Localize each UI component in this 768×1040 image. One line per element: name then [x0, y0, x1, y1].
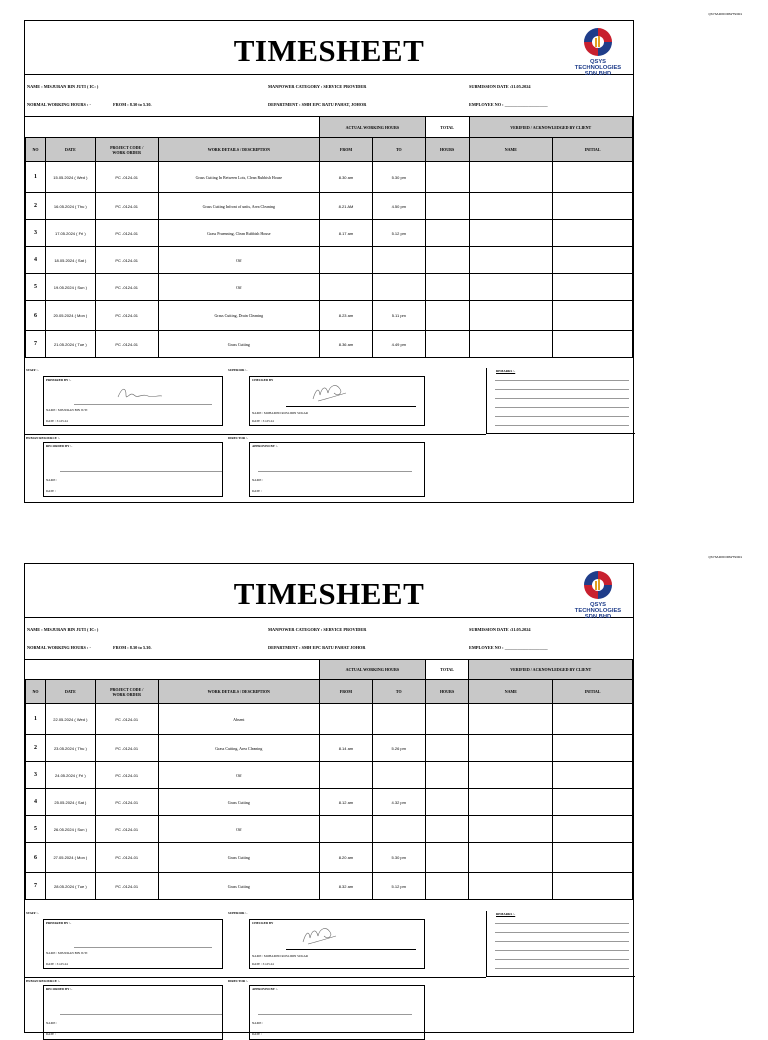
signature-line	[60, 471, 222, 472]
row-client-initial	[553, 873, 633, 900]
row-to-time: 5.12 pm	[372, 873, 425, 900]
row-from-time	[320, 762, 373, 789]
row-project-code: PC -0124-01	[95, 735, 158, 762]
row-number: 5	[26, 274, 46, 301]
row-work-details: Off	[158, 247, 319, 274]
normal-hours-value: FROM : 8.30 to 5.30.	[113, 645, 152, 650]
row-date: 16.05.2024 ( Thu )	[45, 193, 95, 220]
manpower-category: MANPOWER CATEGORY : SERVICE PROVIDER	[268, 627, 367, 632]
table-row	[26, 873, 633, 900]
checked-date: DATE : 31.05.24	[252, 419, 274, 423]
hr-label: HUMAN RESOURCE :-	[26, 979, 60, 983]
row-client-initial	[553, 704, 633, 735]
approved-by-label: APPROVED BY :-	[252, 987, 278, 991]
row-date: 23.05.2024 ( Thu )	[45, 735, 95, 762]
row-work-details: Grass Cutting, Area Cleaning	[158, 735, 319, 762]
from-header: FROM	[320, 680, 373, 704]
remarks-line	[495, 968, 629, 969]
row-project-code: PC -0124-01	[95, 816, 158, 843]
row-project-code: PC -0124-01	[95, 873, 158, 900]
row-date: 22.05.2024 ( Wed )	[45, 704, 95, 735]
row-client-name	[469, 873, 553, 900]
row-to-time	[372, 247, 425, 274]
row-from-time: 8.14 am	[320, 735, 373, 762]
row-client-initial	[553, 762, 633, 789]
no-header: NO	[26, 680, 46, 704]
row-from-time: 8.17 am	[320, 220, 373, 247]
checked-name: NAME : MOHAMED ROSLIDIN SUKAR	[252, 411, 308, 415]
row-client-name	[469, 274, 553, 301]
checked-date: DATE : 31.05.24	[252, 962, 274, 966]
timesheet-table	[25, 659, 633, 900]
row-client-initial	[553, 162, 633, 193]
row-work-details: Off	[158, 762, 319, 789]
row-hours	[425, 873, 469, 900]
director-date: DATE :	[252, 489, 262, 493]
table-row	[26, 843, 633, 873]
form-reference: QSYS/HR/FORM/TS/001	[708, 555, 742, 559]
table-row	[26, 220, 633, 247]
row-to-time: 5.26 pm	[372, 735, 425, 762]
work-details-header: WORK DETAILS / DESCRIPTION	[158, 138, 319, 162]
company-name-line1: QSYS TECHNOLOGIES	[574, 59, 622, 71]
remarks-line	[495, 398, 629, 399]
row-to-time: 5.30 pm	[372, 843, 425, 873]
sheet-header	[25, 21, 633, 75]
table-row	[26, 735, 633, 762]
total-header: TOTAL	[425, 660, 469, 680]
row-client-name	[469, 843, 553, 873]
blank-header-cell	[26, 660, 320, 680]
signature-section	[25, 911, 633, 1034]
qsys-logo-icon	[581, 25, 615, 59]
client-name-header: NAME	[469, 138, 553, 162]
staff-label: STAFF :-	[26, 368, 39, 372]
superior-signature-icon	[300, 924, 340, 948]
row-from-time: 8.20 am	[320, 843, 373, 873]
row-client-initial	[553, 247, 633, 274]
table-row	[26, 789, 633, 816]
row-date: 24.05.2024 ( Fri )	[45, 762, 95, 789]
project-code-header-line2: WORK ORDER	[112, 149, 141, 155]
section-divider	[25, 434, 486, 435]
signature-line	[258, 471, 412, 472]
manpower-category: MANPOWER CATEGORY : SERVICE PROVIDER	[268, 84, 367, 89]
row-client-name	[469, 735, 553, 762]
signature-line	[74, 947, 212, 948]
table-row	[26, 331, 633, 358]
superior-signature-icon	[310, 381, 350, 405]
remarks-line	[495, 389, 629, 390]
row-project-code: PC -0124-01	[95, 789, 158, 816]
hours-header: HOURS	[425, 138, 469, 162]
remarks-label: REMARKS :-	[496, 912, 516, 916]
table-row	[26, 816, 633, 843]
row-project-code: PC -0124-01	[95, 193, 158, 220]
table-row	[26, 247, 633, 274]
work-details-header: WORK DETAILS / DESCRIPTION	[158, 680, 319, 704]
row-work-details: Off	[158, 274, 319, 301]
remarks-box	[486, 368, 635, 434]
company-logo	[566, 25, 630, 77]
row-client-name	[469, 816, 553, 843]
signature-line	[74, 404, 212, 405]
row-client-initial	[553, 789, 633, 816]
table-row	[26, 704, 633, 735]
client-name-header: NAME	[469, 680, 553, 704]
row-client-name	[469, 162, 553, 193]
client-initial-header: INITIAL	[553, 680, 633, 704]
row-client-name	[469, 301, 553, 331]
recorded-by-box	[43, 985, 223, 1040]
prepared-name: NAME : MISJURAN BIN JUTI	[46, 951, 88, 955]
timesheet-page-1	[24, 20, 634, 503]
staff-label: STAFF :-	[26, 911, 39, 915]
row-date: 26.05.2024 ( Sun )	[45, 816, 95, 843]
verified-header: VERIFIED / ACKNOWLEDGED BY CLIENT	[469, 660, 633, 680]
row-client-name	[469, 193, 553, 220]
row-hours	[425, 331, 469, 358]
row-date: 17.05.2024 ( Fri )	[45, 220, 95, 247]
prepared-by-box	[43, 919, 223, 969]
row-number: 2	[26, 193, 46, 220]
row-date: 19.05.2024 ( Sun )	[45, 274, 95, 301]
row-date: 18.05.2024 ( Sat )	[45, 247, 95, 274]
prepared-by-label: PREPARED BY :-	[46, 921, 72, 925]
table-row	[26, 762, 633, 789]
row-project-code: PC -0124-01	[95, 247, 158, 274]
row-number: 4	[26, 247, 46, 274]
hr-name: NAME :	[46, 1021, 58, 1025]
client-initial-header: INITIAL	[553, 138, 633, 162]
prepared-name: NAME : MISJURAN BIN JUTI	[46, 408, 88, 412]
row-client-name	[469, 704, 553, 735]
director-date: DATE :	[252, 1032, 262, 1036]
row-project-code: PC -0124-01	[95, 162, 158, 193]
hr-date: DATE :	[46, 1032, 56, 1036]
row-project-code: PC -0124-01	[95, 843, 158, 873]
row-hours	[425, 735, 469, 762]
row-project-code: PC -0124-01	[95, 274, 158, 301]
row-to-time	[372, 274, 425, 301]
project-code-header-line2: WORK ORDER	[112, 691, 141, 697]
row-work-details: Grass Cutting Infront of units, Area Cleaning	[158, 193, 319, 220]
row-project-code: PC -0124-01	[95, 762, 158, 789]
director-label: DIRECTOR :-	[228, 436, 249, 440]
row-project-code: PC -0124-01	[95, 704, 158, 735]
row-hours	[425, 301, 469, 331]
row-number: 3	[26, 220, 46, 247]
row-hours	[425, 789, 469, 816]
row-from-time: 8.21 AM	[320, 193, 373, 220]
row-date: 15.05.2024 ( Wed )	[45, 162, 95, 193]
remarks-line	[495, 407, 629, 408]
row-number: 6	[26, 843, 46, 873]
employee-name: NAME : MISJURAN BIN JUTI ( IC: )	[27, 84, 99, 89]
checked-name: NAME : MOHAMED ROSLIDIN SUKAR	[252, 954, 308, 958]
row-from-time: 8.23 am	[320, 301, 373, 331]
row-work-details: Grass Cutting	[158, 789, 319, 816]
row-client-initial	[553, 331, 633, 358]
company-name-line2: SDN BHD	[584, 71, 612, 77]
remarks-line	[495, 932, 629, 933]
row-client-name	[469, 762, 553, 789]
row-project-code: PC -0124-01	[95, 301, 158, 331]
row-number: 7	[26, 331, 46, 358]
row-work-details: Grass Cutting	[158, 331, 319, 358]
company-name-line2: SDN BHD	[584, 614, 612, 620]
total-header: TOTAL	[425, 117, 469, 138]
blank-header-cell	[26, 117, 320, 138]
remarks-line	[495, 959, 629, 960]
row-client-name	[469, 220, 553, 247]
sheet-header	[25, 564, 633, 618]
row-number: 2	[26, 735, 46, 762]
project-code-header-line1: PROJECT CODE /	[110, 144, 144, 150]
row-to-time	[372, 816, 425, 843]
recorded-by-box	[43, 442, 223, 497]
row-work-details: Grass Cutting	[158, 873, 319, 900]
checked-by-box	[249, 376, 425, 426]
signature-section	[25, 368, 633, 504]
row-date: 20.05.2024 ( Mon )	[45, 301, 95, 331]
row-hours	[425, 704, 469, 735]
row-date: 27.05.2024 ( Mon )	[45, 843, 95, 873]
row-number: 3	[26, 762, 46, 789]
approved-by-box	[249, 442, 425, 497]
row-date: 28.05.2024 ( Tue )	[45, 873, 95, 900]
row-client-initial	[553, 274, 633, 301]
row-client-initial	[553, 843, 633, 873]
row-from-time: 8.12 am	[320, 789, 373, 816]
row-hours	[425, 843, 469, 873]
signature-line	[286, 949, 416, 950]
row-project-code: PC -0124-01	[95, 331, 158, 358]
department: DEPARTMENT : SMH EPC BATU PAHAT, JOHOR	[268, 102, 367, 107]
row-from-time: 8.32 am	[320, 873, 373, 900]
remarks-line	[495, 380, 629, 381]
row-to-time: 5.12 pm	[372, 220, 425, 247]
remarks-label: REMARKS :-	[496, 369, 516, 373]
row-client-initial	[553, 220, 633, 247]
row-number: 6	[26, 301, 46, 331]
checked-by-label: CHECKED BY	[252, 378, 274, 382]
row-number: 5	[26, 816, 46, 843]
row-to-time: 4.32 pm	[372, 789, 425, 816]
page-title: TIMESHEET	[233, 576, 425, 611]
row-from-time	[320, 274, 373, 301]
row-to-time	[372, 704, 425, 735]
table-row	[26, 193, 633, 220]
row-work-details: Grass Pruenning, Clean Rubbish House	[158, 220, 319, 247]
row-number: 1	[26, 704, 46, 735]
row-hours	[425, 274, 469, 301]
signature-line	[60, 1014, 222, 1015]
row-to-time	[372, 762, 425, 789]
normal-hours-label: NORMAL WORKING HOURS : -	[27, 645, 91, 650]
remarks-line	[495, 923, 629, 924]
from-header: FROM	[320, 138, 373, 162]
prepared-by-box	[43, 376, 223, 426]
company-name-line1: QSYS TECHNOLOGIES	[574, 602, 622, 614]
staff-signature-icon	[114, 385, 164, 403]
row-project-code: PC -0124-01	[95, 220, 158, 247]
prepared-date: DATE : 31.05.24	[46, 962, 68, 966]
row-client-initial	[553, 301, 633, 331]
project-code-header	[95, 680, 158, 704]
row-from-time: 8.30 am	[320, 162, 373, 193]
row-client-name	[469, 789, 553, 816]
project-code-header-line1: PROJECT CODE /	[110, 686, 144, 692]
date-header: DATE	[45, 680, 95, 704]
form-reference: QSYS/HR/FORM/TS/001	[708, 12, 742, 16]
employee-info	[25, 618, 633, 660]
actual-hours-header: ACTUAL WORKING HOURS	[320, 117, 426, 138]
row-from-time: 8.36 am	[320, 331, 373, 358]
director-name: NAME :	[252, 1021, 264, 1025]
hours-header: HOURS	[425, 680, 469, 704]
row-hours	[425, 193, 469, 220]
row-number: 1	[26, 162, 46, 193]
row-client-initial	[553, 816, 633, 843]
project-code-header	[95, 138, 158, 162]
employee-info	[25, 75, 633, 117]
row-date: 25.05.2024 ( Sat )	[45, 789, 95, 816]
row-hours	[425, 762, 469, 789]
row-number: 4	[26, 789, 46, 816]
row-hours	[425, 220, 469, 247]
row-to-time: 4.50 pm	[372, 193, 425, 220]
department: DEPARTMENT : SMH EPC BATU PAHAT JOHOR	[268, 645, 366, 650]
checked-by-box	[249, 919, 425, 969]
remarks-line	[495, 941, 629, 942]
row-work-details: Absent	[158, 704, 319, 735]
recorded-by-label: RECORDED BY :-	[46, 444, 73, 448]
row-work-details: Off	[158, 816, 319, 843]
company-logo	[566, 568, 630, 620]
signature-line	[258, 1014, 412, 1015]
table-row	[26, 301, 633, 331]
table-row	[26, 274, 633, 301]
row-hours	[425, 247, 469, 274]
row-client-initial	[553, 735, 633, 762]
normal-hours-value: FROM : 8.30 to 5.30.	[113, 102, 152, 107]
superior-label: SUPERIOR :-	[228, 911, 248, 915]
remarks-line	[495, 425, 629, 426]
qsys-logo-icon	[581, 568, 615, 602]
remarks-line	[495, 416, 629, 417]
date-header: DATE	[45, 138, 95, 162]
signature-line	[286, 406, 416, 407]
row-to-time: 5.11 pm	[372, 301, 425, 331]
table-row	[26, 162, 633, 193]
prepared-by-label: PREPARED BY :-	[46, 378, 72, 382]
employee-name: NAME : MISJURAN BIN JUTI ( IC: )	[27, 627, 99, 632]
hr-name: NAME :	[46, 478, 58, 482]
row-from-time	[320, 816, 373, 843]
hr-label: HUMAN RESOURCE :-	[26, 436, 60, 440]
row-to-time: 4.49 pm	[372, 331, 425, 358]
to-header: TO	[372, 138, 425, 162]
remarks-line	[495, 950, 629, 951]
verified-header: VERIFIED / ACKNOWLEDGED BY CLIENT	[469, 117, 633, 138]
timesheet-page-2	[24, 563, 634, 1036]
row-client-name	[469, 331, 553, 358]
row-date: 21.05.2024 ( Tue )	[45, 331, 95, 358]
row-from-time	[320, 704, 373, 735]
row-work-details: Grass Cutting, Drain Cleaning	[158, 301, 319, 331]
employee-no: EMPLOYEE NO : ____________________	[469, 645, 548, 650]
hr-date: DATE :	[46, 489, 56, 493]
checked-by-label: CHECKED BY	[252, 921, 274, 925]
timesheet-table	[25, 116, 633, 358]
row-hours	[425, 816, 469, 843]
approved-by-label: APPROVED BY :-	[252, 444, 278, 448]
director-label: DIRECTOR :-	[228, 979, 249, 983]
superior-label: SUPERIOR :-	[228, 368, 248, 372]
row-client-initial	[553, 193, 633, 220]
submission-date: SUBMISSION DATE :31.05.2024	[469, 627, 531, 632]
remarks-box	[486, 911, 635, 977]
row-to-time: 5.30 pm	[372, 162, 425, 193]
normal-hours-label: NORMAL WORKING HOURS : -	[27, 102, 91, 107]
row-work-details: Grass Cutting	[158, 843, 319, 873]
employee-no: EMPLOYEE NO : ____________________	[469, 102, 548, 107]
recorded-by-label: RECORDED BY :-	[46, 987, 73, 991]
director-name: NAME :	[252, 478, 264, 482]
row-hours	[425, 162, 469, 193]
row-client-name	[469, 247, 553, 274]
to-header: TO	[372, 680, 425, 704]
approved-by-box	[249, 985, 425, 1040]
actual-hours-header: ACTUAL WORKING HOURS	[320, 660, 426, 680]
no-header: NO	[26, 138, 46, 162]
page-title: TIMESHEET	[233, 33, 425, 68]
row-work-details: Grass Cutting In Between Lots, Clean Rubbish House	[158, 162, 319, 193]
row-from-time	[320, 247, 373, 274]
prepared-date: DATE : 31.05.24	[46, 419, 68, 423]
submission-date: SUBMISSION DATE :31.05.2024	[469, 84, 531, 89]
section-divider	[25, 977, 486, 978]
row-number: 7	[26, 873, 46, 900]
